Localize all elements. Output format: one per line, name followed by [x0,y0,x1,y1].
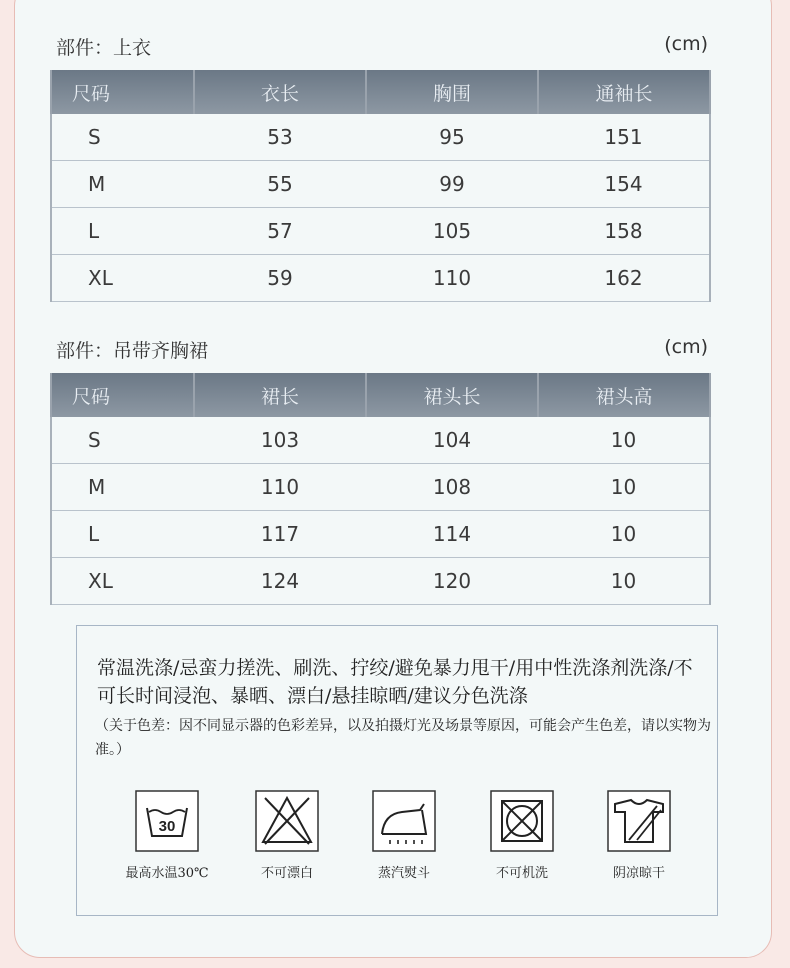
tops-part-label: 部件：上衣 [56,37,152,59]
table-cell: 124 [194,558,366,605]
steam-iron-icon [372,790,436,852]
column-header: 裙头高 [538,373,710,417]
table-cell: 103 [194,417,366,464]
table-cell: 117 [194,511,366,558]
column-header: 衣长 [194,70,366,114]
care-instructions-text: 常温洗涤/忌蛮力搓洗、刷洗、拧绞/避免暴力甩干/用中性洗涤剂洗涤/不可长时间浸泡、暴晒、漂白/悬挂晾晒/建议分色洗涤 [97,657,693,707]
table-header-row [51,373,710,417]
table-cell: 110 [194,464,366,511]
column-header: 裙长 [194,373,366,417]
table-cell: 120 [366,558,538,605]
column-header: 尺码 [51,373,194,417]
table-cell: 99 [366,161,538,208]
skirt-size-table [50,373,711,605]
tops-unit-label: (cm) [664,33,708,55]
no-bleach-label: 不可漂白 [260,866,313,881]
size-cell: XL [51,255,194,302]
table-cell: 162 [538,255,710,302]
table-cell: 10 [538,417,710,464]
table-header-row [51,70,710,114]
column-header: 裙头长 [366,373,538,417]
column-header: 胸围 [366,70,538,114]
table-cell: 53 [194,114,366,161]
size-cell: L [51,208,194,255]
no-machine-wash-icon [490,790,554,852]
tops-section-header [56,33,708,61]
table-cell: 95 [366,114,538,161]
tops-size-table [50,70,711,302]
size-cell: S [51,114,194,161]
skirt-unit-label: (cm) [664,336,708,358]
steam-iron-label: 蒸汽熨斗 [377,866,430,881]
shade-dry-icon [607,790,671,852]
care-symbol-no-bleach [237,790,337,881]
table-row [51,208,710,255]
care-symbol-steam-iron [354,790,454,881]
table-cell: 59 [194,255,366,302]
no-machine-wash-label: 不可机洗 [495,866,548,881]
table-cell: 114 [366,511,538,558]
size-cell: XL [51,558,194,605]
table-row [51,558,710,605]
size-cell: M [51,161,194,208]
skirt-part-label: 部件：吊带齐胸裙 [56,340,209,362]
table-cell: 154 [538,161,710,208]
no-bleach-icon [255,790,319,852]
table-cell: 108 [366,464,538,511]
care-symbol-shade-dry [589,790,689,881]
table-cell: 10 [538,511,710,558]
table-row [51,417,710,464]
column-header: 通袖长 [538,70,710,114]
table-cell: 105 [366,208,538,255]
table-row [51,114,710,161]
wash-temperature-text: 30 [158,818,176,835]
wash-30-label: 最高水温30℃ [125,866,209,881]
table-row [51,464,710,511]
size-cell: L [51,511,194,558]
care-symbol-no-machine-wash [472,790,572,881]
table-row [51,161,710,208]
wash-30-icon [135,790,199,852]
color-difference-note: （关于色差：因不同显示器的色彩差异，以及拍摄灯光及场景等原因，可能会产生色差，请以实物为准。） [95,718,711,758]
table-cell: 55 [194,161,366,208]
table-cell: 57 [194,208,366,255]
size-cell: M [51,464,194,511]
column-header: 尺码 [51,70,194,114]
table-cell: 151 [538,114,710,161]
skirt-section-header [56,336,708,364]
shade-dry-label: 阴凉晾干 [612,866,665,881]
table-row [51,255,710,302]
care-symbol-wash-30 [117,790,217,881]
table-cell: 104 [366,417,538,464]
table-cell: 158 [538,208,710,255]
care-instructions-box [76,625,718,916]
table-row [51,511,710,558]
size-cell: S [51,417,194,464]
table-cell: 10 [538,464,710,511]
table-cell: 110 [366,255,538,302]
table-cell: 10 [538,558,710,605]
